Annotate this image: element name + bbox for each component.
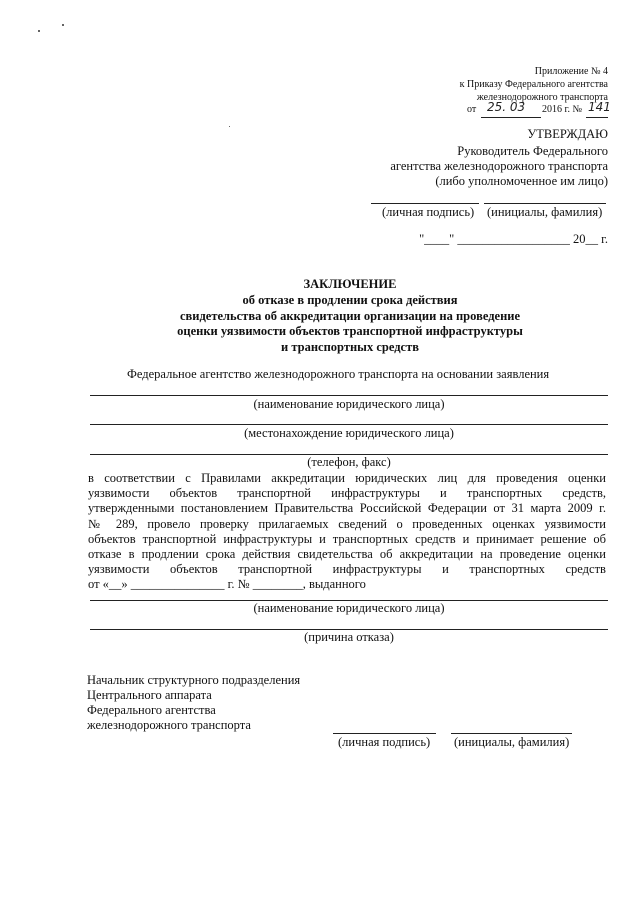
para-line-5-text: объектов транспортной инфраструктуры и транспортных средств и принимает решение об: [88, 531, 606, 546]
word: средств,: [562, 486, 606, 501]
approve-date-line: "____" __________________ 20__ г.: [419, 232, 608, 246]
footer-initials-line: [451, 733, 572, 734]
footer-initials-label: (инициалы, фамилия): [454, 735, 570, 749]
word: уязвимости: [88, 486, 150, 501]
word: объектов: [169, 486, 218, 501]
handwritten-date: 25. 03: [487, 100, 526, 114]
word: объектов: [169, 562, 218, 577]
scan-speck: [229, 126, 230, 127]
label-legal-entity-location: (местонахождение юридического лица): [244, 426, 454, 440]
title-line5: и транспортных средств: [281, 340, 419, 354]
para-line-3: [88, 501, 606, 516]
appendix-line2: к Приказу Федерального агентства: [459, 79, 608, 90]
label-refusal-reason: (причина отказа): [304, 630, 394, 644]
para-line-2: [88, 486, 606, 501]
title-line3: свидетельства об аккредитации организации на проведение: [179, 309, 521, 323]
name-fill-line: [90, 395, 608, 396]
word: инфраструктуры: [331, 486, 420, 501]
footer-line2: Центрального аппарата: [87, 688, 212, 702]
scan-speck: [62, 24, 64, 26]
word: транспортной: [237, 486, 311, 501]
date-underline: [481, 117, 541, 118]
footer-line4: железнодорожного транспорта: [87, 718, 251, 732]
footer-line3: Федерального агентства: [87, 703, 216, 717]
document-title: ЗАКЛЮЧЕНИЕ: [303, 277, 397, 291]
handwritten-number: 141: [588, 100, 611, 114]
word: транспортной: [238, 562, 313, 577]
appendix-date-prefix: от: [467, 104, 477, 115]
para-line-1-text: в соответствии с Правилами аккредитации юридических лиц для проведения оценки: [88, 471, 606, 485]
footer-signature-label: (личная подпись): [338, 735, 431, 749]
para-line-4-text: № 289, провело проверку прилагаемых сведений о проведенных оценках уязвимости: [88, 516, 606, 531]
word: транспортных: [466, 486, 543, 501]
approve-line1: Руководитель Федерального: [457, 144, 608, 158]
approve-initials-line: [484, 203, 606, 204]
word: уязвимости: [88, 562, 150, 577]
appendix-line1: Приложение № 4: [534, 66, 608, 77]
approve-signature-label: (личная подпись): [382, 205, 475, 219]
approve-initials-label: (инициалы, фамилия): [487, 205, 603, 219]
para-line-7: [88, 562, 606, 577]
number-underline: [586, 117, 608, 118]
scan-speck: [38, 30, 40, 32]
location-fill-line: [90, 424, 608, 425]
footer-line1: Начальник структурного подразделения: [87, 673, 301, 687]
intro-text: Федеральное агентство железнодорожного транспорта на основании заявления: [127, 367, 550, 381]
title-line4: оценки уязвимости объектов транспортной инфраструктуры: [177, 324, 523, 338]
para-line-1: [88, 471, 606, 486]
appendix-line3: железнодорожного транспорта: [476, 92, 608, 103]
word: и: [442, 562, 449, 577]
approve-line3: (либо уполномоченное им лицо): [435, 174, 608, 188]
para-line-3-text: утвержденными постановлением Правительства Российской Федерации от 31 марта 2009 г.: [88, 501, 606, 516]
para-line-6: [88, 547, 606, 562]
approve-line2: агентства железнодорожного транспорта: [390, 159, 608, 173]
para-line-5: [88, 532, 606, 547]
word: транспортных: [469, 562, 545, 577]
word: инфраструктуры: [332, 562, 422, 577]
para-line-8: от «__» _______________ г. № ________, выданного: [88, 577, 366, 592]
para-line-4: [88, 517, 606, 532]
main-paragraph: [88, 471, 606, 593]
footer-signature-line: [333, 733, 436, 734]
word: средств: [565, 562, 606, 577]
label-phone-fax: (телефон, факс): [307, 455, 391, 469]
para-line-6-text: отказе в продлении срока действия свидетельства об аккредитации на проведение оценки: [88, 547, 606, 562]
label-legal-entity-name: (наименование юридического лица): [253, 397, 445, 411]
appendix-date-year: 2016 г. №: [542, 104, 583, 115]
title-line2: об отказе в продлении срока действия: [242, 293, 458, 307]
word: и: [440, 486, 447, 501]
approve-title: УТВЕРЖДАЮ: [527, 127, 608, 141]
approve-signature-line: [371, 203, 479, 204]
label-legal-entity-name-2: (наименование юридического лица): [253, 601, 445, 615]
